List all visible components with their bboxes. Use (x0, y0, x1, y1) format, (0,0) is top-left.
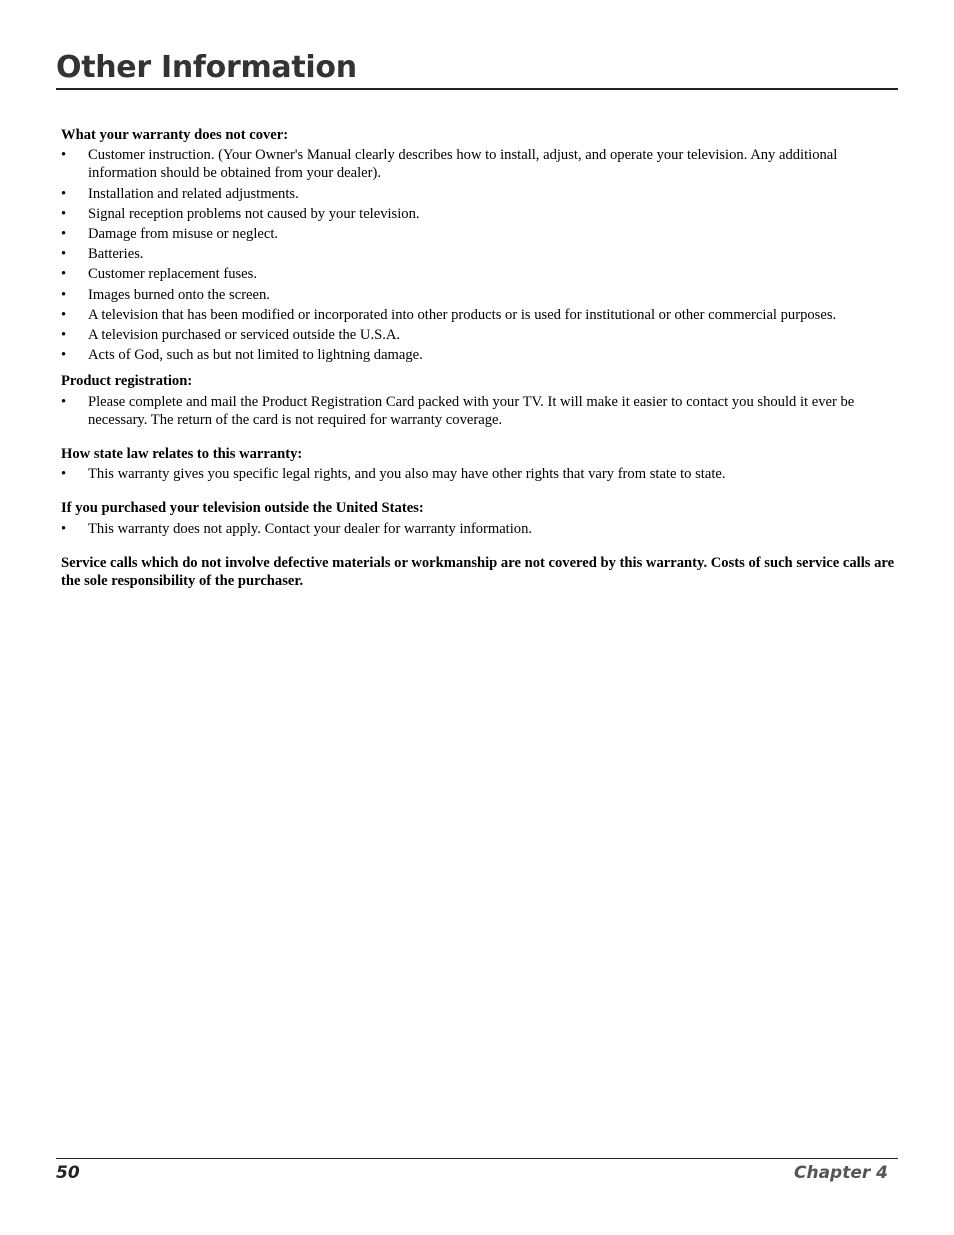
list-item-text: This warranty does not apply. Contact your dealer for warranty information. (88, 520, 533, 537)
list-item (61, 393, 901, 429)
list-registration (61, 393, 901, 429)
bullet-icon: • (61, 147, 67, 164)
chapter-label: Chapter 4 (793, 1163, 888, 1183)
closing-note: Service calls which do not involve defective materials or workmanship are not covered by this warranty. Costs of such service calls are the sole responsibility of the purchaser. (61, 554, 895, 590)
list-item-text: Images burned onto the screen. (88, 286, 270, 303)
bullet-icon: • (61, 306, 67, 323)
list-item (61, 185, 901, 203)
list-item-text: Installation and related adjustments. (88, 185, 299, 202)
bullet-icon: • (61, 205, 67, 222)
section-outside-us (61, 499, 901, 537)
list-item (61, 306, 901, 324)
section-heading-state-law: How state law relates to this warranty: (61, 446, 303, 463)
list-item (61, 265, 901, 283)
section-heading-outside-us: If you purchased your television outside the United States: (61, 500, 424, 517)
section-not-covered (61, 126, 901, 364)
list-item-text: Batteries. (88, 246, 144, 263)
bullet-icon: • (61, 466, 67, 483)
title-divider (56, 88, 898, 90)
list-item-text: A television purchased or serviced outside the U.S.A. (88, 327, 401, 344)
list-item-text: Damage from misuse or neglect. (88, 226, 279, 243)
page-number: 50 (56, 1163, 80, 1183)
bullet-icon: • (61, 226, 67, 243)
list-item (61, 225, 901, 243)
bullet-icon: • (61, 347, 67, 364)
list-outside-us (61, 520, 901, 538)
bullet-icon: • (61, 286, 67, 303)
bullet-icon: • (61, 520, 67, 537)
section-heading-not-covered: What your warranty does not cover: (61, 127, 289, 143)
list-item-text: Customer replacement fuses. (88, 266, 257, 283)
list-item-text: This warranty gives you specific legal rights, and you also may have other rights that vary from state to state. (88, 466, 726, 483)
list-item (61, 205, 901, 223)
list-item (61, 286, 901, 304)
list-item-text: Signal reception problems not caused by your television. (88, 205, 420, 222)
section-heading-registration: Product registration: (61, 373, 193, 390)
list-item-text: Acts of God, such as but not limited to lightning damage. (88, 347, 423, 364)
list-item (61, 326, 901, 344)
footer-divider (56, 1158, 898, 1159)
document-body (61, 126, 901, 590)
list-item (61, 146, 901, 182)
bullet-icon: • (61, 393, 67, 410)
bullet-icon: • (61, 327, 67, 344)
list-item-text: Customer instruction. (Your Owner's Manual clearly describes how to install, adjust, and operate your television. Any additional information should be obtained from your dealer). (88, 147, 838, 182)
bullet-icon: • (61, 246, 67, 263)
list-item (61, 346, 901, 364)
page-title: Other Information (56, 50, 357, 85)
section-state-law (61, 445, 901, 483)
bullet-icon: • (61, 185, 67, 202)
list-item (61, 465, 901, 483)
list-not-covered (61, 146, 901, 364)
list-item-text: A television that has been modified or incorporated into other products or is used for institutional or other commercial purposes. (88, 306, 837, 323)
list-item (61, 520, 901, 538)
list-item-text: Please complete and mail the Product Registration Card packed with your TV. It will make it easier to contact you should it ever be necessary. The return of the card is not required for warranty coverage. (88, 393, 855, 428)
list-item (61, 245, 901, 263)
list-state-law (61, 465, 901, 483)
section-registration (61, 372, 901, 429)
bullet-icon: • (61, 266, 67, 283)
